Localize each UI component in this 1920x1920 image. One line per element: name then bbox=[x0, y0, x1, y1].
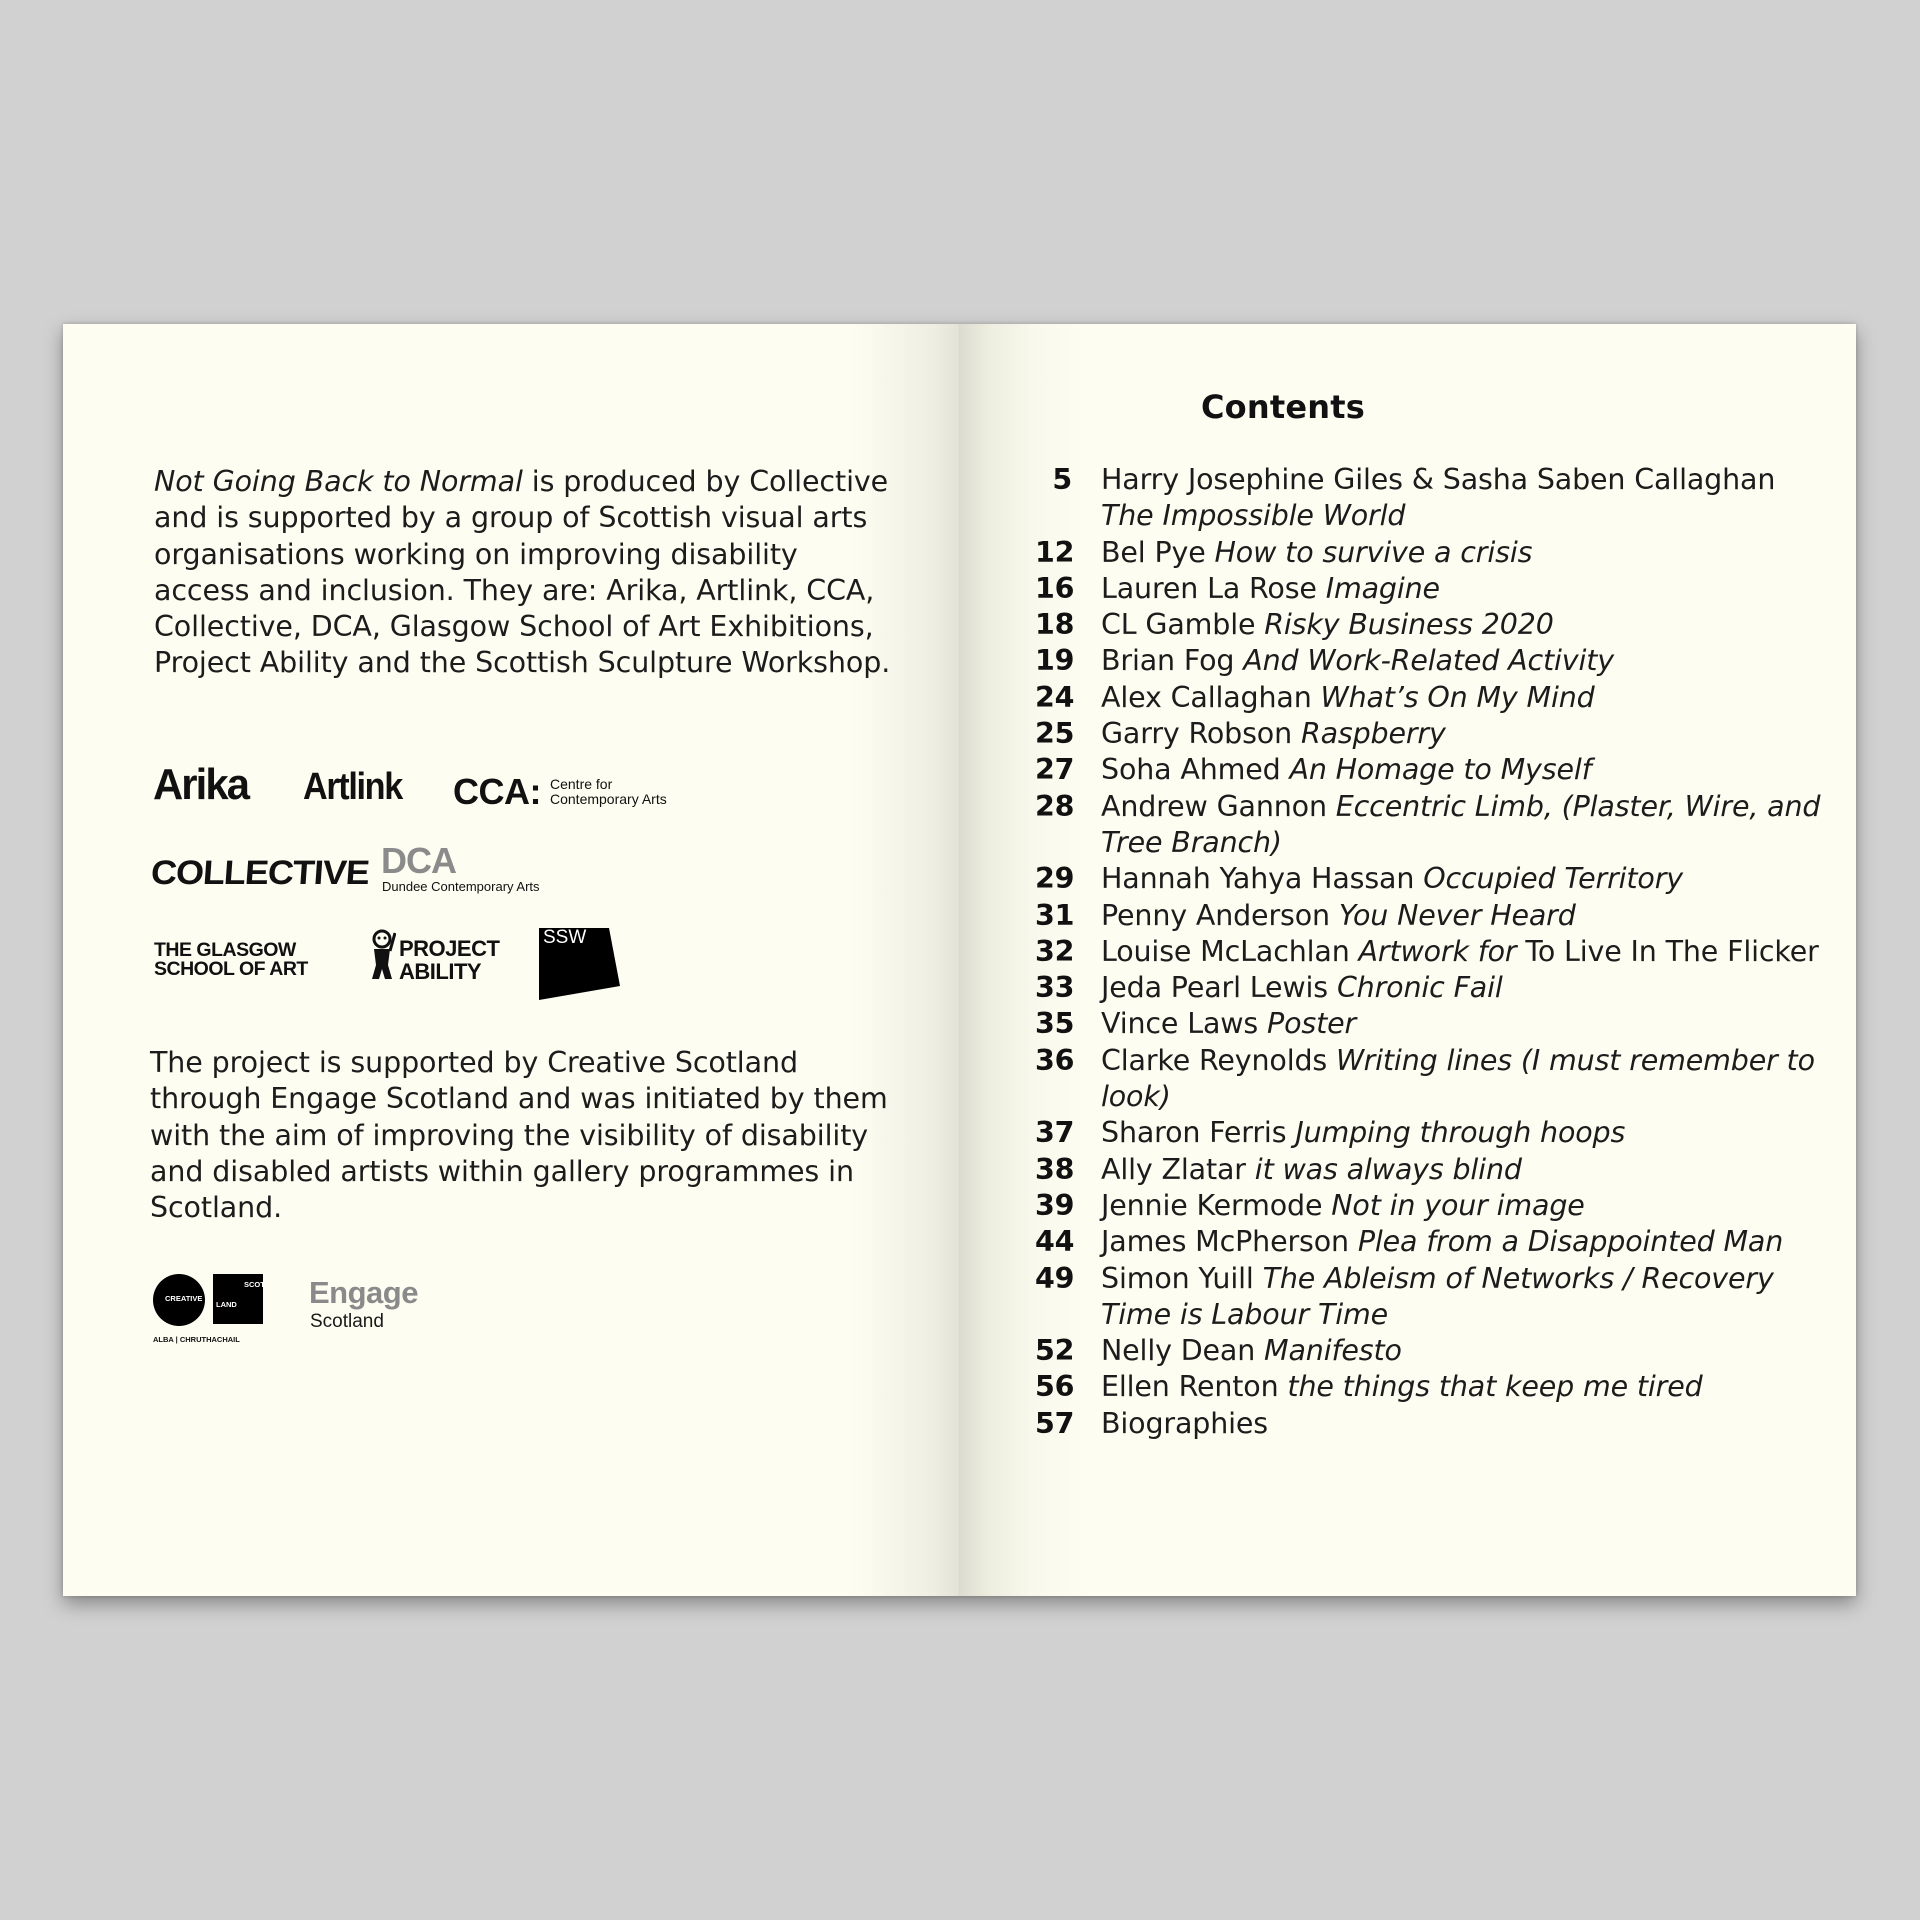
contents-author: Brian Fog bbox=[1101, 644, 1235, 678]
contents-entry bbox=[1035, 716, 1835, 752]
project-ability-logo bbox=[399, 937, 499, 983]
contents-heading: Contents bbox=[1201, 388, 1365, 426]
contents-page-number: 29 bbox=[1035, 862, 1075, 896]
contents-author: Soha Ahmed bbox=[1101, 753, 1281, 787]
contents-work-title: And Work-Related Activity bbox=[1243, 644, 1615, 678]
contents-entry bbox=[1035, 861, 1835, 897]
contents-page-number: 52 bbox=[1035, 1334, 1075, 1368]
contents-author: Alex Callaghan bbox=[1101, 680, 1312, 714]
intro-title: Not Going Back to Normal bbox=[154, 465, 523, 498]
contents-page-number: 32 bbox=[1035, 934, 1075, 968]
contents-work-title: Occupied Territory bbox=[1423, 862, 1684, 896]
contents-page-number: 19 bbox=[1035, 644, 1075, 678]
project-ability-line2: ABILITY bbox=[399, 959, 482, 984]
contents-author: Jeda Pearl Lewis bbox=[1101, 971, 1329, 1005]
contents-author: Garry Robson bbox=[1101, 717, 1293, 751]
glasgow-school-of-art-logo bbox=[154, 941, 308, 979]
contents-author: Bel Pye bbox=[1101, 535, 1206, 569]
creative-scotland-text-creative: CREATIVE bbox=[165, 1294, 203, 1303]
contents-work-title: How to survive a crisis bbox=[1214, 535, 1533, 569]
artlink-logo: Artlink bbox=[303, 766, 402, 808]
contents-author: CL Gamble bbox=[1101, 608, 1256, 642]
contents-work-title: Jumping through hoops bbox=[1295, 1116, 1626, 1150]
contents-page-number: 39 bbox=[1035, 1188, 1075, 1222]
contents-page-number: 27 bbox=[1035, 753, 1075, 787]
contents-entry bbox=[1035, 1369, 1835, 1405]
contents-work-title: Chronic Fail bbox=[1336, 971, 1503, 1005]
gsa-logo-line1: THE GLASGOW bbox=[154, 939, 296, 961]
contents-work-title: Risky Business 2020 bbox=[1264, 608, 1554, 642]
contents-page-number: 44 bbox=[1035, 1225, 1075, 1259]
contents-work-title: Manifesto bbox=[1264, 1334, 1402, 1368]
contents-page-number: 56 bbox=[1035, 1370, 1075, 1404]
contents-author: Andrew Gannon bbox=[1101, 789, 1327, 823]
contents-work-title: the things that keep me tired bbox=[1287, 1370, 1703, 1404]
intro-text: is produced by Collective and is supported by a group of Scottish visual arts organisations working on improving disability access and inclusion. They are: Arika, Artlink, CCA, Collective, DCA, Glasgow School of Art Exhibitions, Project Ability and the Scottish Sculpture Workshop. bbox=[154, 465, 891, 680]
contents-entry bbox=[1035, 898, 1835, 934]
intro-paragraph bbox=[154, 464, 894, 682]
cca-logo-subtitle: Centre for Contemporary Arts bbox=[550, 776, 667, 807]
contents-work-title: Imagine bbox=[1325, 571, 1440, 605]
contents-entry bbox=[1035, 1333, 1835, 1369]
contents-author: Ellen Renton bbox=[1101, 1370, 1279, 1404]
contents-work-title: An Homage to Myself bbox=[1289, 753, 1592, 787]
engage-scotland-subtitle: Scotland bbox=[310, 1311, 384, 1332]
contents-page-number: 12 bbox=[1035, 535, 1075, 569]
open-booklet-spread bbox=[63, 324, 1856, 1596]
contents-entry bbox=[1035, 1043, 1835, 1116]
contents-entry bbox=[1035, 535, 1835, 571]
contents-work-title: Writing lines (I must remember to look) bbox=[1101, 1043, 1815, 1114]
cca-logo: CCA: bbox=[453, 771, 541, 812]
gsa-logo-line2: SCHOOL OF ART bbox=[154, 958, 308, 980]
support-paragraph: The project is supported by Creative Scotland through Engage Scotland and was initiated by them with the aim of improving the visibility of disability and disabled artists within gallery programmes in Scotland. bbox=[150, 1046, 888, 1225]
contents-author: Sharon Ferris bbox=[1101, 1116, 1287, 1150]
contents-work-title: Artwork for bbox=[1358, 934, 1517, 968]
contents-author: Simon Yuill bbox=[1101, 1261, 1254, 1295]
contents-entry bbox=[1035, 1261, 1835, 1334]
contents-work-title: Eccentric Limb, (Plaster, Wire, and Tree Branch) bbox=[1101, 789, 1821, 859]
contents-page-number: 28 bbox=[1035, 789, 1075, 823]
contents-entry bbox=[1035, 462, 1835, 535]
contents-author: Hannah Yahya Hassan bbox=[1101, 862, 1415, 896]
collective-logo: COLLECTIVE bbox=[149, 854, 371, 892]
contents-work-title: The Ableism of Networks / Recovery Time is Labour Time bbox=[1101, 1261, 1774, 1331]
contents-entry bbox=[1035, 1115, 1835, 1151]
contents-entry bbox=[1035, 970, 1835, 1006]
contents-list bbox=[1035, 462, 1835, 1442]
contents-author: Vince Laws bbox=[1101, 1007, 1259, 1041]
contents-work-title: Poster bbox=[1267, 1007, 1357, 1041]
creative-scotland-text-scot: SCOT bbox=[244, 1280, 265, 1289]
contents-entry bbox=[1035, 607, 1835, 643]
contents-work-title: Not in your image bbox=[1331, 1188, 1585, 1222]
contents-entry bbox=[1035, 1006, 1835, 1042]
contents-author: Louise McLachlan bbox=[1101, 934, 1350, 968]
contents-author: Penny Anderson bbox=[1101, 898, 1330, 932]
contents-author: Jennie Kermode bbox=[1101, 1188, 1323, 1222]
contents-work-title: You Never Heard bbox=[1338, 898, 1576, 932]
contents-entry bbox=[1035, 680, 1835, 716]
contents-page-number: 57 bbox=[1035, 1406, 1075, 1440]
contents-entry bbox=[1035, 789, 1835, 862]
contents-work-title-upright: To Live In The Flicker bbox=[1525, 934, 1819, 968]
project-ability-line1: PROJECT bbox=[399, 936, 500, 961]
contents-entry bbox=[1035, 1188, 1835, 1224]
contents-page-number: 25 bbox=[1035, 717, 1075, 751]
contents-author: Clarke Reynolds bbox=[1101, 1043, 1328, 1077]
contents-page-number: 38 bbox=[1035, 1152, 1075, 1186]
contents-work-title: it was always blind bbox=[1254, 1152, 1522, 1186]
contents-work-title: Raspberry bbox=[1300, 717, 1446, 751]
right-page bbox=[960, 324, 1856, 1596]
contents-work-title: What’s On My Mind bbox=[1320, 680, 1595, 714]
contents-page-number: 33 bbox=[1035, 971, 1075, 1005]
contents-page-number: 49 bbox=[1035, 1261, 1075, 1295]
contents-work-title: The Impossible World bbox=[1101, 499, 1406, 533]
contents-work-title: Plea from a Disappointed Man bbox=[1357, 1225, 1784, 1259]
contents-page-number: 37 bbox=[1035, 1116, 1075, 1150]
creative-scotland-text-land: LAND bbox=[216, 1300, 237, 1309]
contents-author: Biographies bbox=[1101, 1406, 1268, 1440]
contents-author: Lauren La Rose bbox=[1101, 571, 1317, 605]
engage-scotland-logo: Engage bbox=[309, 1275, 418, 1310]
contents-page-number: 31 bbox=[1035, 898, 1075, 932]
contents-author: Harry Josephine Giles & Sasha Saben Callaghan bbox=[1101, 463, 1776, 496]
contents-page-number: 5 bbox=[1052, 463, 1072, 496]
contents-page-number: 35 bbox=[1035, 1007, 1075, 1041]
contents-entry bbox=[1035, 752, 1835, 788]
contents-entry bbox=[1035, 571, 1835, 607]
contents-entry bbox=[1035, 1406, 1835, 1442]
contents-entry bbox=[1035, 1224, 1835, 1260]
contents-page-number: 16 bbox=[1035, 571, 1075, 605]
contents-author: Ally Zlatar bbox=[1101, 1152, 1246, 1186]
left-page bbox=[63, 324, 960, 1596]
contents-entry bbox=[1035, 934, 1835, 970]
contents-author: James McPherson bbox=[1101, 1225, 1349, 1259]
ssw-logo: SSW bbox=[543, 927, 587, 948]
project-ability-figure-icon bbox=[368, 929, 396, 981]
creative-scotland-gaelic-text: ALBA | CHRUTHACHAIL bbox=[153, 1335, 240, 1344]
contents-author: Nelly Dean bbox=[1101, 1334, 1256, 1368]
dca-logo-subtitle: Dundee Contemporary Arts bbox=[382, 879, 540, 894]
contents-entry bbox=[1035, 643, 1835, 679]
dca-logo: DCA bbox=[381, 840, 456, 881]
contents-entry bbox=[1035, 1152, 1835, 1188]
contents-page-number: 36 bbox=[1035, 1043, 1075, 1077]
contents-page-number: 18 bbox=[1035, 608, 1075, 642]
arika-logo: Arika bbox=[153, 760, 249, 809]
contents-page-number: 24 bbox=[1035, 680, 1075, 714]
